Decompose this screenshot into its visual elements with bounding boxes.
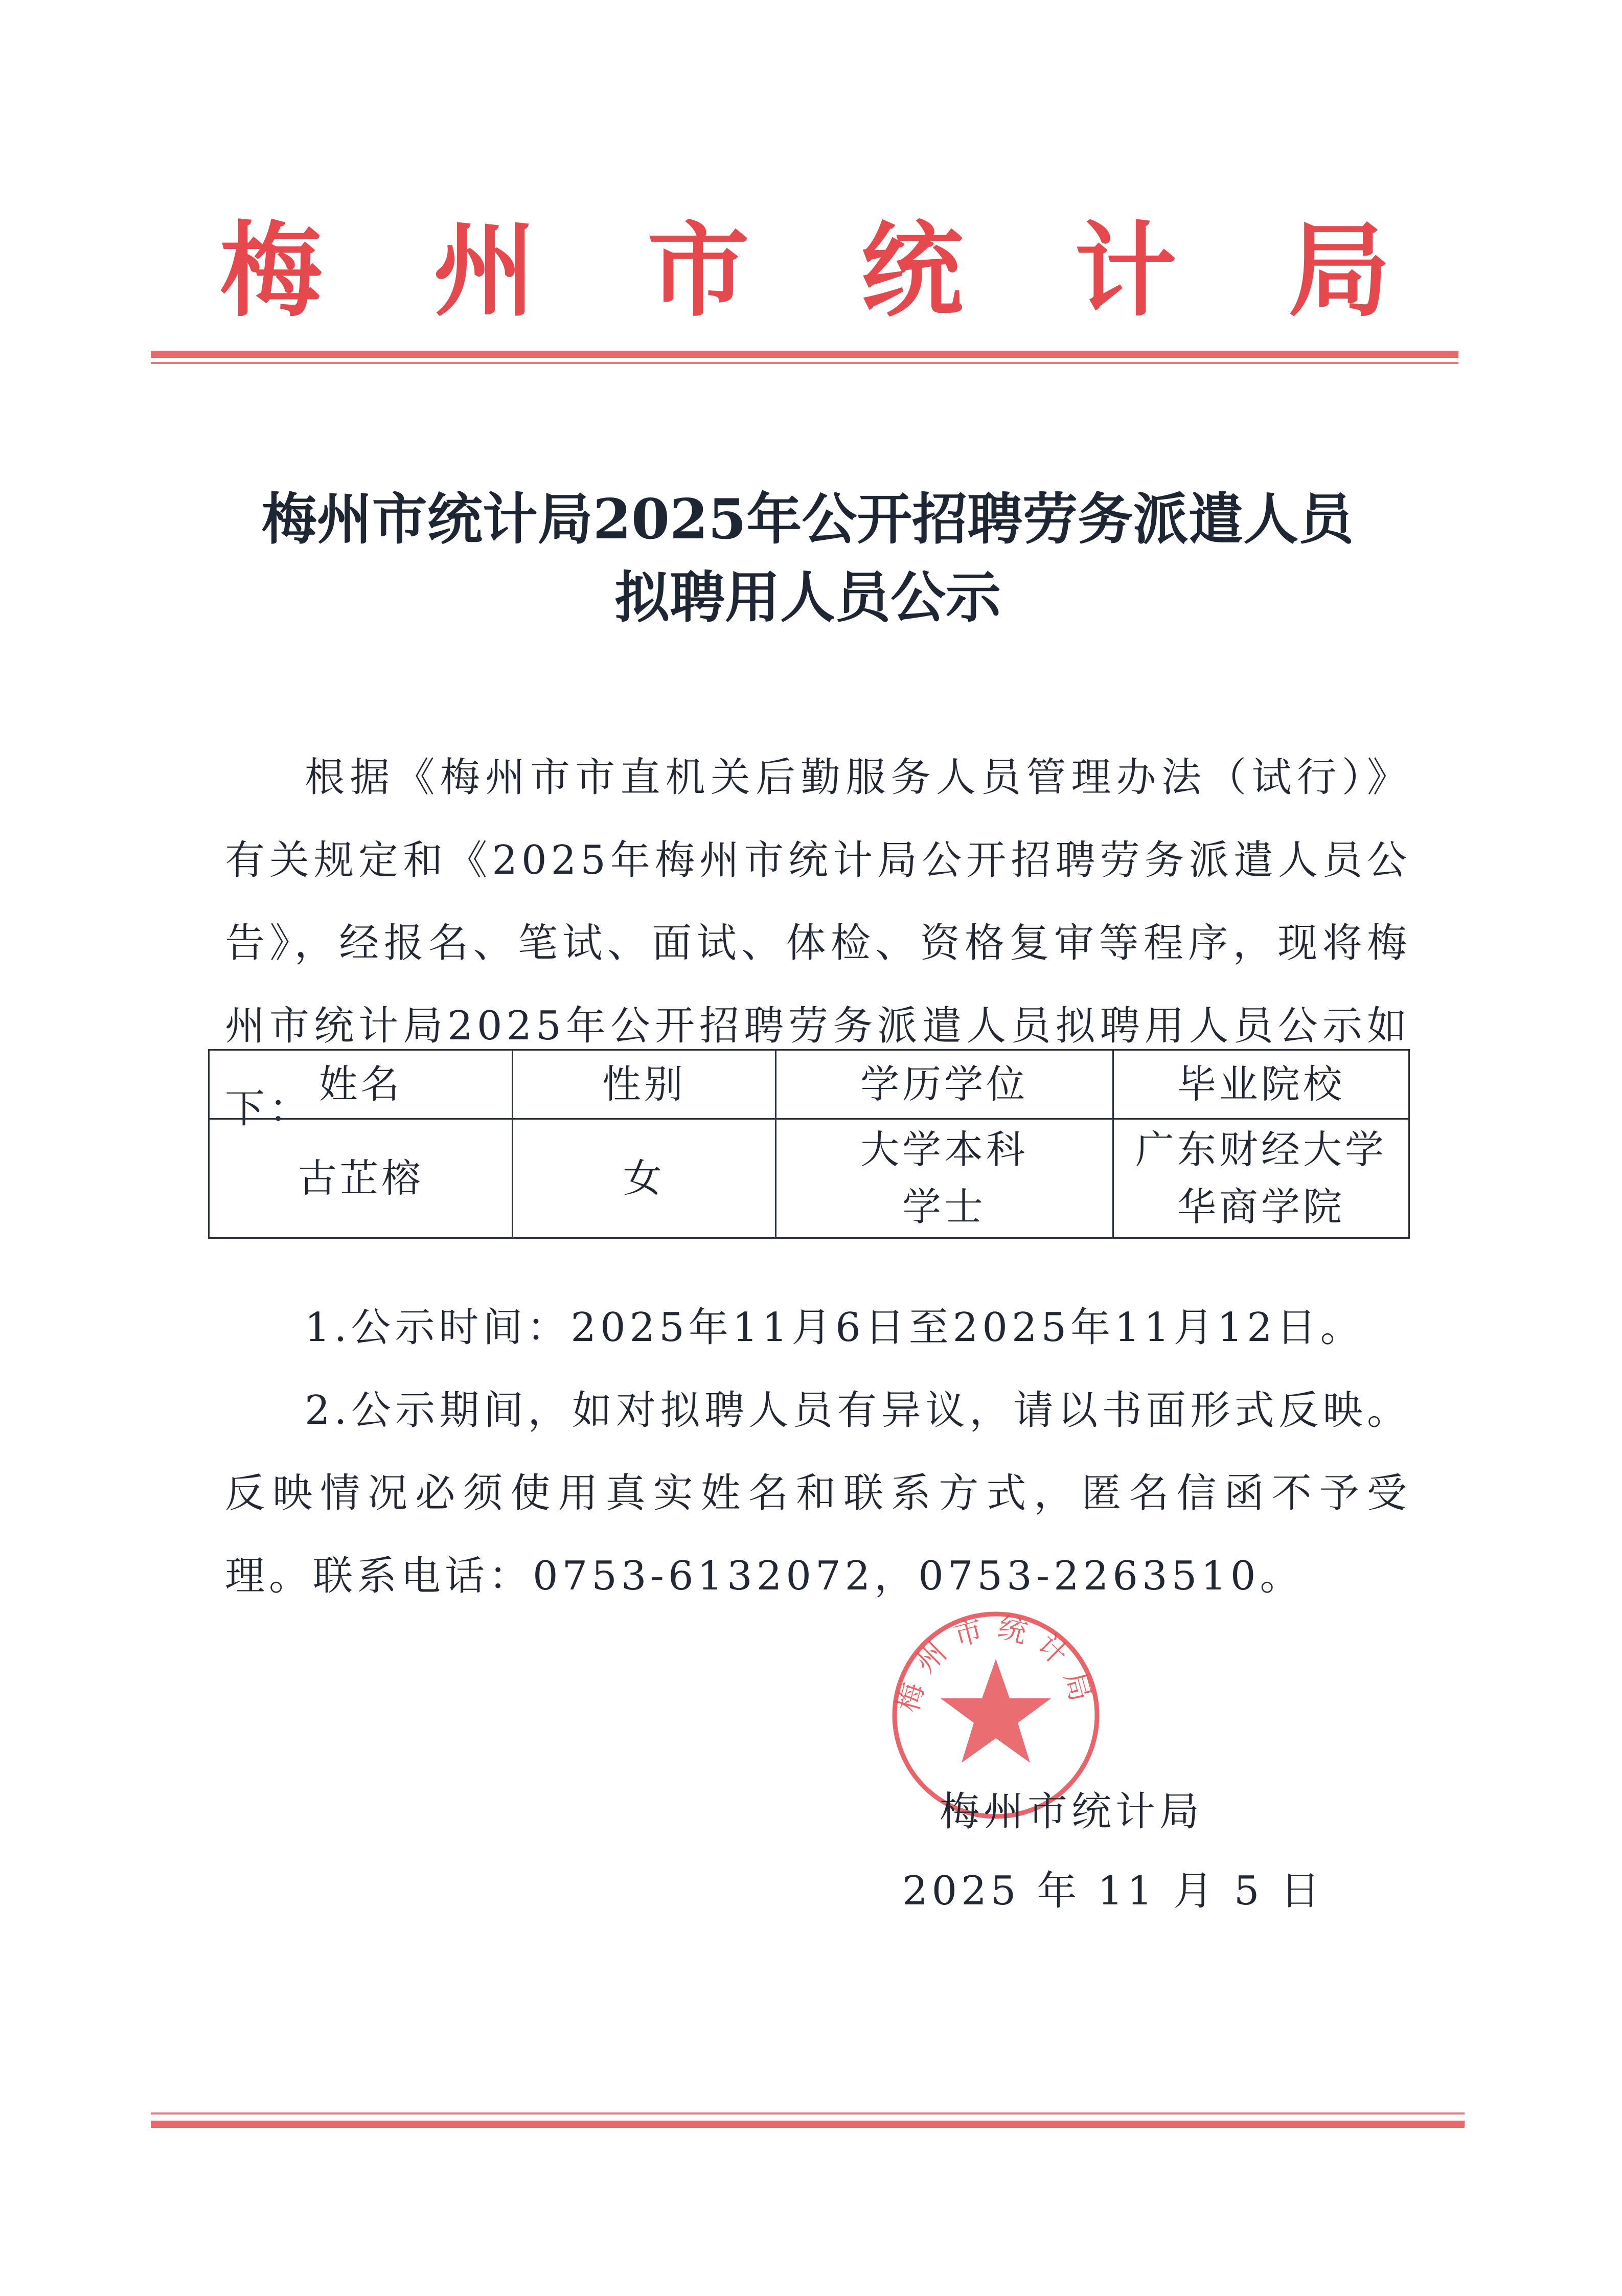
table-row [209, 1119, 1409, 1238]
star-icon [941, 1659, 1051, 1763]
header-school: 毕业院校 [1113, 1050, 1409, 1119]
footer-rule-thin [151, 2112, 1465, 2115]
letterhead-char: 市 [647, 211, 749, 331]
letterhead-org-name [151, 204, 1459, 337]
header-gender: 性别 [513, 1050, 775, 1119]
cell-education [775, 1119, 1113, 1238]
signature-org: 梅州市统计局 [940, 1789, 1204, 1835]
signature-date: 2025 年 11 月 5 日 [902, 1868, 1324, 1914]
footer-rule-thick [151, 2121, 1465, 2128]
school-line2: 华商学院 [1177, 1184, 1345, 1230]
seal-arc-text: 梅州市统计局 [891, 1610, 1101, 1716]
document-title-line1: 梅州市统计局2025年公开招聘劳务派遣人员 [261, 487, 1354, 552]
letterhead-char: 州 [433, 211, 536, 331]
letterhead-char: 局 [1288, 211, 1390, 331]
cell-name: 古芷榕 [209, 1119, 513, 1238]
letterhead-char: 梅 [220, 211, 323, 331]
header-name: 姓名 [209, 1050, 513, 1119]
cell-school [1113, 1119, 1409, 1238]
header-education: 学历学位 [775, 1050, 1113, 1119]
notes-section [225, 1286, 1411, 1618]
note-publicity-period: 1.公示时间：2025年11月6日至2025年11月12日。 [305, 1305, 1364, 1351]
document-title-line2: 拟聘用人员公示 [614, 565, 1001, 630]
letterhead-char: 统 [860, 211, 963, 331]
school-line1: 广东财经大学 [1135, 1127, 1387, 1172]
candidate-table [208, 1049, 1410, 1239]
education-degree: 大学本科 [860, 1127, 1029, 1172]
note-objection-contact: 2.公示期间，如对拟聘人员有异议，请以书面形式反映。反映情况必须使用真实姓名和联系方式，匿名信函不予受理。联系电话：0753-6132072，0753-2263510。 [225, 1388, 1411, 1599]
cell-gender: 女 [513, 1119, 775, 1238]
header-rule-thin [151, 362, 1458, 364]
letterhead-char: 计 [1074, 211, 1177, 331]
education-title: 学士 [902, 1184, 987, 1230]
intro-text: 根据《梅州市市直机关后勤服务人员管理办法（试行）》有关规定和《2025年梅州市统计局公开招聘劳务派遣人员公告》，经报名、笔试、面试、体检、资格复审等程序，现将梅州市统计局2025年公开招聘劳务派遣人员拟聘用人员公示如下： [225, 755, 1411, 1132]
header-rule-thick [151, 351, 1458, 358]
table-header-row [209, 1050, 1409, 1119]
